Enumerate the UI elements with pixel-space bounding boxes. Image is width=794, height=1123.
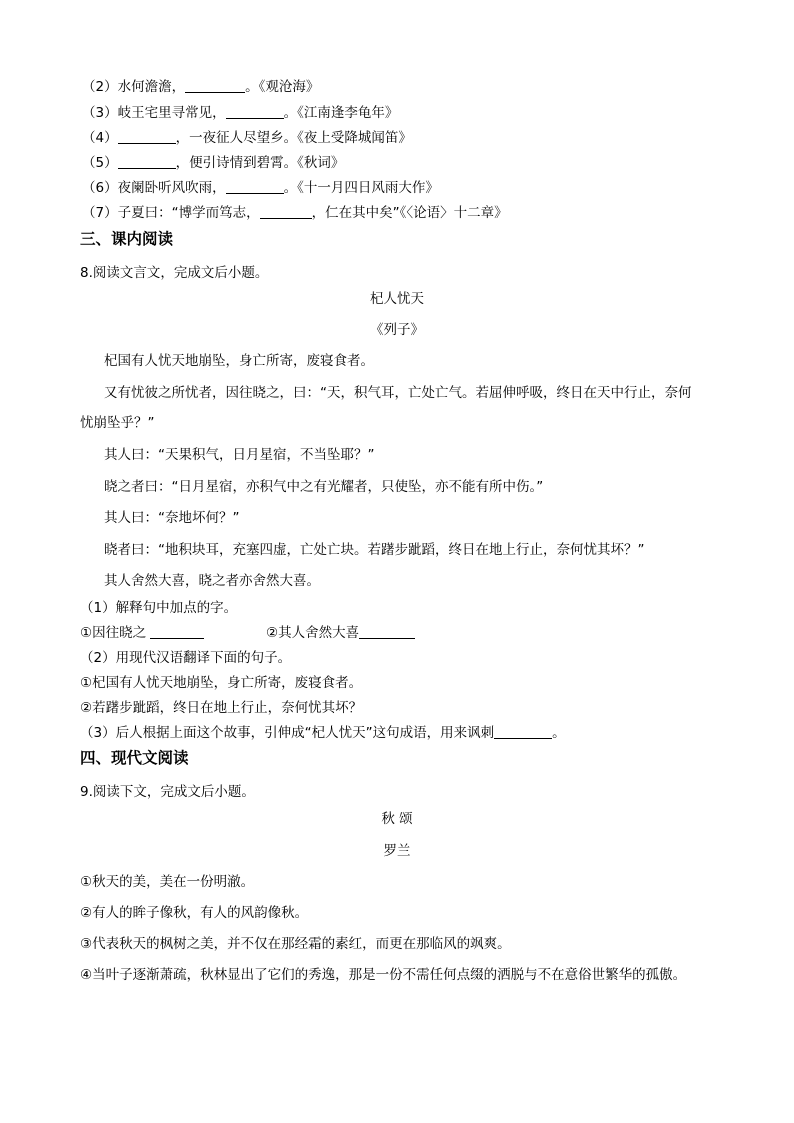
answer-blank[interactable]	[118, 129, 176, 144]
passage-paragraph: 其人曰：“奈地坏何？”	[104, 510, 240, 526]
passage-author: 《列子》	[370, 322, 424, 338]
subquestion-2-b: ②若躇步跐蹈，终日在地上行止，奈何忧其坏？	[80, 700, 363, 716]
answer-blank[interactable]	[226, 179, 284, 194]
passage-paragraph: 其人曰：“天果积气，日月星宿，不当坠耶？”	[104, 447, 375, 463]
section-heading-4: 四、现代文阅读	[80, 749, 189, 767]
subquestion-3: （3）后人根据上面这个故事，引伸成“杞人忧天”这句成语，用来讽刺 。	[80, 725, 566, 741]
passage-title: 杞人忧天	[370, 291, 424, 307]
answer-blank[interactable]	[150, 624, 204, 639]
section-heading-3: 三、课内阅读	[80, 230, 174, 248]
subquestion-1: （1）解释句中加点的字。	[80, 600, 238, 616]
passage-paragraph: 杞国有人忧天地崩坠，身亡所寄，废寝食者。	[104, 353, 374, 369]
fill-item-6: （6）夜阑卧听风吹雨， 。《十一月四日风雨大作》	[82, 180, 439, 196]
answer-blank[interactable]	[359, 624, 415, 639]
fill-item-5: （5） ，便引诗情到碧霄。《秋词》	[82, 155, 345, 171]
answer-blank[interactable]	[494, 724, 552, 739]
subquestion-2: （2）用现代汉语翻译下面的句子。	[80, 650, 292, 666]
fill-item-4: （4） ，一夜征人尽望乡。《夜上受降城闻笛》	[82, 130, 412, 146]
answer-blank[interactable]	[118, 154, 176, 169]
answer-blank[interactable]	[260, 204, 312, 219]
passage-paragraph: 其人舍然大喜，晓之者亦舍然大喜。	[104, 573, 320, 589]
answer-blank[interactable]	[185, 78, 245, 93]
fill-item-2: （2）水何澹澹， 。《观沧海》	[82, 79, 320, 95]
question-prompt-9: 9.阅读下文，完成文后小题。	[80, 784, 255, 800]
fill-item-7: （7）子夏曰：“博学而笃志， ，仁在其中矣”《〈论语〉十二章》	[82, 205, 508, 221]
essay-paragraph: ④当叶子逐渐萧疏，秋林显出了它们的秀逸，那是一份不需任何点缀的洒脱与不在意俗世繁华的孤傲。	[80, 967, 687, 983]
essay-paragraph: ①秋天的美，美在一份明澈。	[80, 874, 255, 890]
passage-paragraph: 晓者曰：“地积块耳，充塞四虚，亡处亡块。若躇步跐蹈，终日在地上行止，奈何忧其坏？”	[104, 542, 645, 558]
answer-blank[interactable]	[226, 104, 284, 119]
fill-item-3: （3）岐王宅里寻常见， 。《江南逢李龟年》	[82, 105, 399, 121]
subquestion-1-a: ①因往晓之	[80, 624, 204, 642]
question-prompt-8: 8.阅读文言文，完成文后小题。	[80, 265, 269, 281]
passage-paragraph: 晓之者曰：“日月星宿，亦积气中之有光耀者，只使坠，亦不能有所中伤。”	[104, 479, 544, 495]
passage-paragraph: 又有忧彼之所忧者，因往晓之，曰：“天，积气耳，亡处亡气。若屈伸呼吸，终日在天中行止，奈何	[104, 385, 692, 401]
subquestion-1-b: ②其人舍然大喜	[266, 624, 415, 642]
passage-paragraph-continued: 忧崩坠乎？”	[80, 415, 155, 431]
essay-paragraph: ③代表秋天的枫树之美，并不仅在那经霜的素红，而更在那临风的飒爽。	[80, 936, 511, 952]
essay-paragraph: ②有人的眸子像秋，有人的风韵像秋。	[80, 905, 309, 921]
subquestion-2-a: ①杞国有人忧天地崩坠，身亡所寄，废寝食者。	[80, 675, 363, 691]
essay-title: 秋 颂	[381, 811, 413, 827]
essay-author: 罗兰	[383, 843, 411, 859]
